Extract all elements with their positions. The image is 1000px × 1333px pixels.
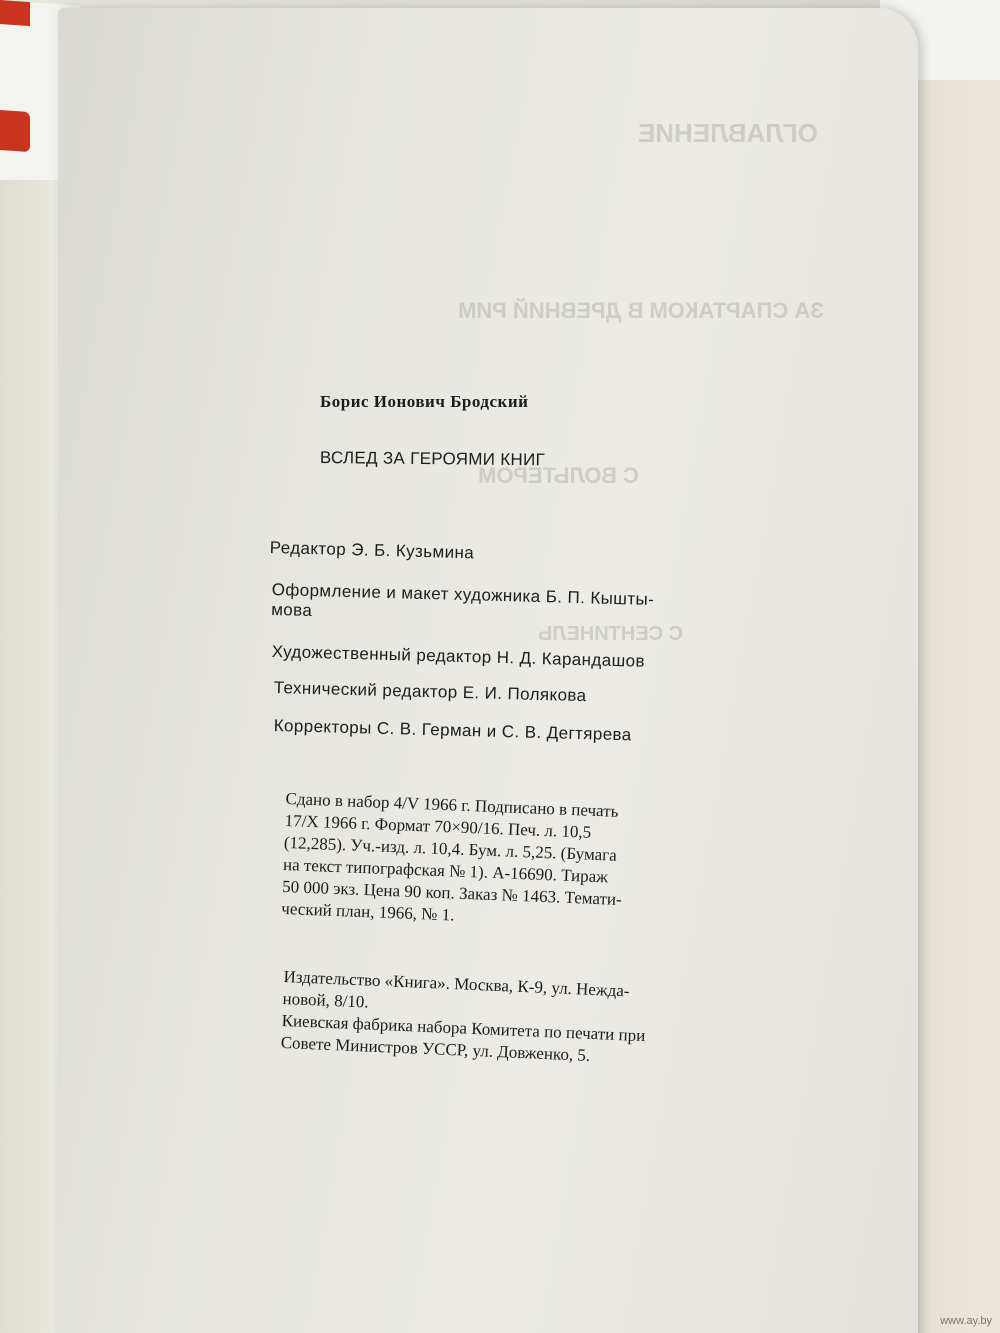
credit-tech-editor: Технический редактор Е. И. Полякова [273, 678, 587, 706]
author-name: Борис Ионович Бродский [320, 392, 529, 411]
show-through-line-1: ЗА СПАРТАКОМ В ДРЕВНИЙ РИМ [458, 298, 825, 323]
publisher-block: Издательство «Книга». Москва, К-9, ул. Нежда- новой, 8/10. Киевская фабрика набора Комитета по печати при Совете Министров УССР, ул. Довженко, 5. [280, 966, 646, 1065]
book-title: ВСЛЕД ЗА ГЕРОЯМИ КНИГ [319, 448, 546, 470]
credit-editor: Редактор Э. Б. Кузьмина [269, 538, 475, 563]
show-through-heading: ОГЛАВЛЕНИЕ [638, 118, 818, 148]
book-page [58, 8, 918, 1333]
magazine-red-badge-top [0, 0, 30, 26]
imprint-block: Сдано в набор 4/V 1966 г. Подписано в печать 17/X 1966 г. Формат 70×90/16. Печ. л. 10,5 (12,285). Уч.-изд. л. 10,4. Бум. л. 5,25. (Бумага на текст типографская № 1). А-16690. Тираж 50 000 экз. Цена 90 коп. Заказ № 1463. Темати- ческий план, 1966, № 1. [281, 788, 623, 925]
show-through-line-3: С СЕНТИНЕЛЬ [538, 623, 684, 645]
credit-art-editor: Художественный редактор Н. Д. Карандашов [271, 642, 646, 671]
credit-design: Оформление и макет художника Б. П. Кышты- мова [270, 580, 655, 621]
magazine-red-badge [0, 110, 30, 152]
credit-proofreaders: Корректоры С. В. Герман и С. В. Дегтярева [273, 716, 632, 745]
show-through-line-2: С ВОЛЬТЕРОМ [478, 463, 639, 488]
watermark: www.ay.by [940, 1315, 992, 1327]
